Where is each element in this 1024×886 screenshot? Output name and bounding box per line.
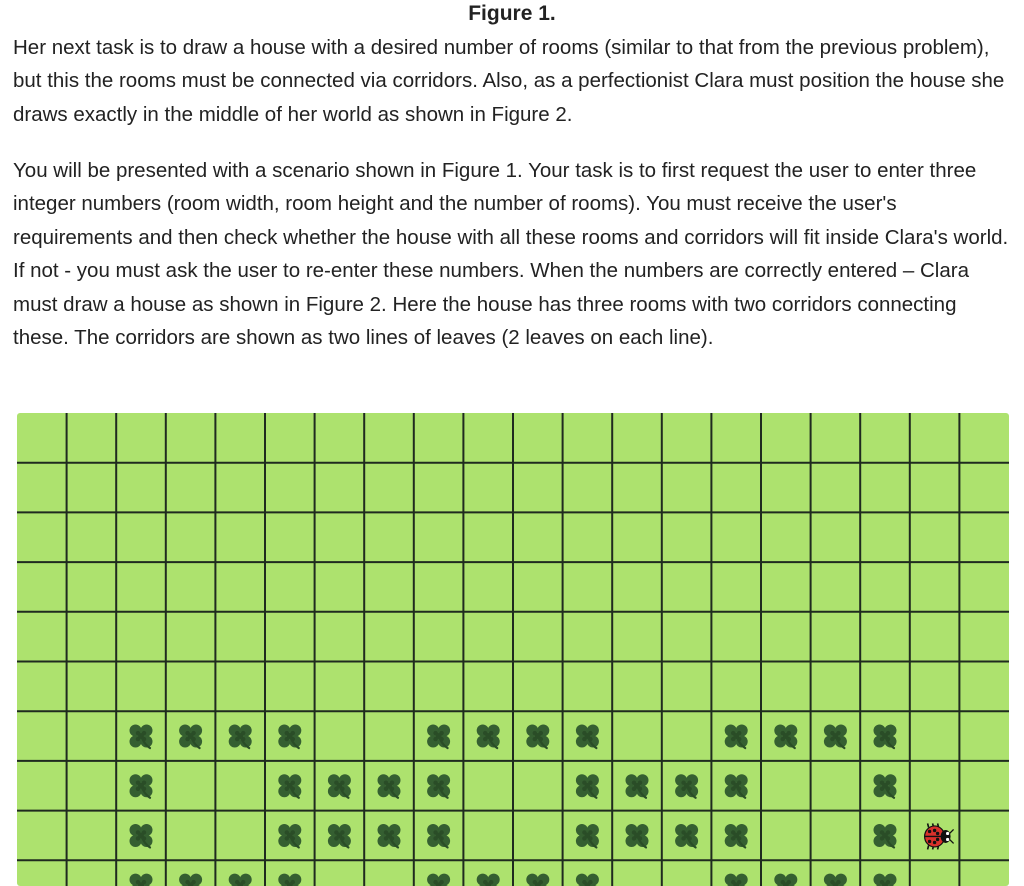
figure-title: Figure 1. xyxy=(468,2,556,25)
grid-lines xyxy=(17,413,1009,886)
instructions-paragraph: You will be presented with a scenario shown in Figure 1. Your task is to first request the user to enter three integer numbers (room width, room height and the number of rooms). You must receive the user's requirements and then check whether the house with all these rooms and corridors will fit inside Clara's world. If not - you must ask the user to re-enter these numbers. When the numbers are correctly entered – Clara must draw a house as shown in Figure 2. Here the house has three rooms with two corridors connecting these. The corridors are shown as two lines of leaves (2 leaves on each line). xyxy=(13,159,1009,350)
task-paragraph: Her next task is to draw a house with a desired number of rooms (similar to that from the previous problem), but this the rooms must be connected via corridors. Also, as a perfectionist Clara must position the house she draws exactly in the middle of her world as shown in Figure 2. xyxy=(13,36,1005,126)
clara-world-grid xyxy=(17,413,1009,886)
